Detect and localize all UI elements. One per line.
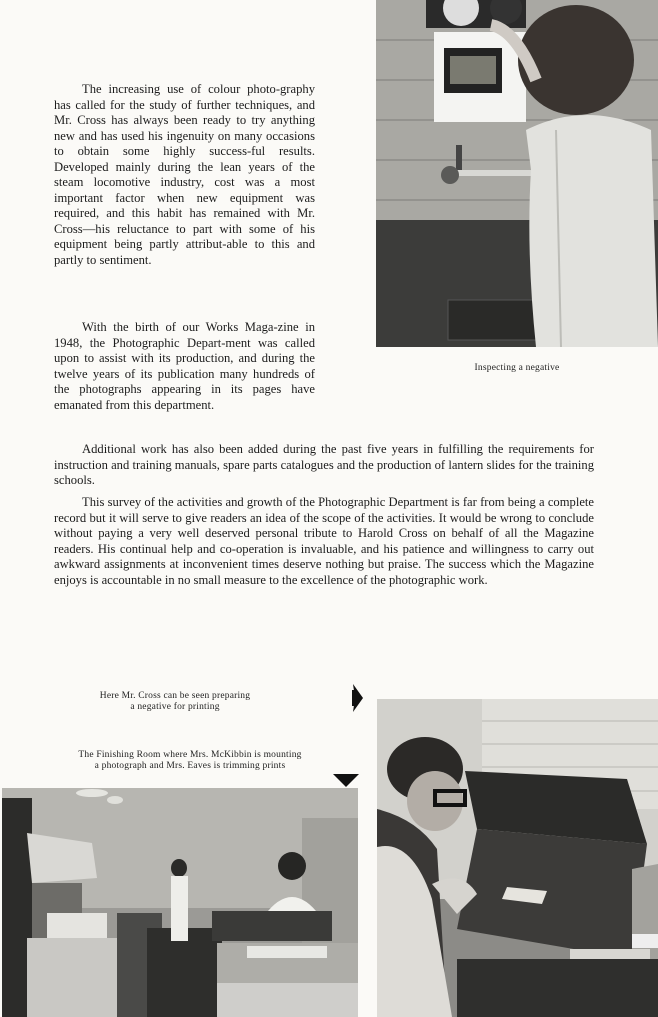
paragraph-text: The increasing use of colour photo-graphy has called for the study of further techniques, and Mr. Cross has always been ready to try anything new and has used his ingenuity on many occasions to obtain some highly success-ful results. Developed mainly during the lean years of the steam locomotive industry, cost was a most important factor when new equipment was required, and this habit has remained with Mr. Cross—his reluctance to part with some of his equipment being partly attribut-able to this and partly to sentiment. <box>54 82 315 267</box>
paragraph-works-magazine <box>54 320 315 413</box>
paragraph-text: This survey of the activities and growth of the Photographic Department is far from being a complete record but it will serve to give readers an idea of the scope of the activities. It would be wrong to conclude without paying a very well deserved personal tribute to Harold Cross on behalf of all the Magazine readers. His continual help and co-operation is invaluable, and his patience and willingness to carry out awkward assignments at inconvenient times deserve nothing but praise. The success which the Magazine enjoys is accountable in no small measure to the excellence of the photographic work. <box>54 495 594 587</box>
caption-mr-cross <box>30 691 320 713</box>
paragraph-text: Additional work has also been added during the past five years in fulfilling the requirements for instruction and training manuals, spare parts catalogues and the production of lantern slides for the training schools. <box>54 442 594 487</box>
caption-line: The Finishing Room where Mrs. McKibbin is mounting <box>78 750 302 760</box>
paragraph-additional-work <box>54 442 594 489</box>
caption-line: a photograph and Mrs. Eaves is trimming prints <box>94 761 286 771</box>
caption-line: Here Mr. Cross can be seen preparing <box>99 691 251 701</box>
paragraph-colour-photography <box>54 82 315 268</box>
photo-finishing-room <box>2 788 358 1017</box>
caption-finishing-room <box>30 750 350 772</box>
caption-inspecting-negative: Inspecting a negative <box>474 363 560 373</box>
caption-line: a negative for printing <box>130 702 220 712</box>
paragraph-survey-tribute <box>54 495 594 588</box>
photo-mr-cross-preparing-negative <box>377 699 658 1017</box>
photo-inspecting-negative <box>376 0 658 347</box>
right-arrow-icon <box>352 684 364 712</box>
paragraph-text: With the birth of our Works Maga-zine in 1948, the Photographic Depart-ment was called upon to assist with its production, and during the twelve years of its publication many hundreds of the photographs appearing in its pages have emanated from this department. <box>54 320 315 412</box>
down-arrow-icon <box>333 774 359 788</box>
